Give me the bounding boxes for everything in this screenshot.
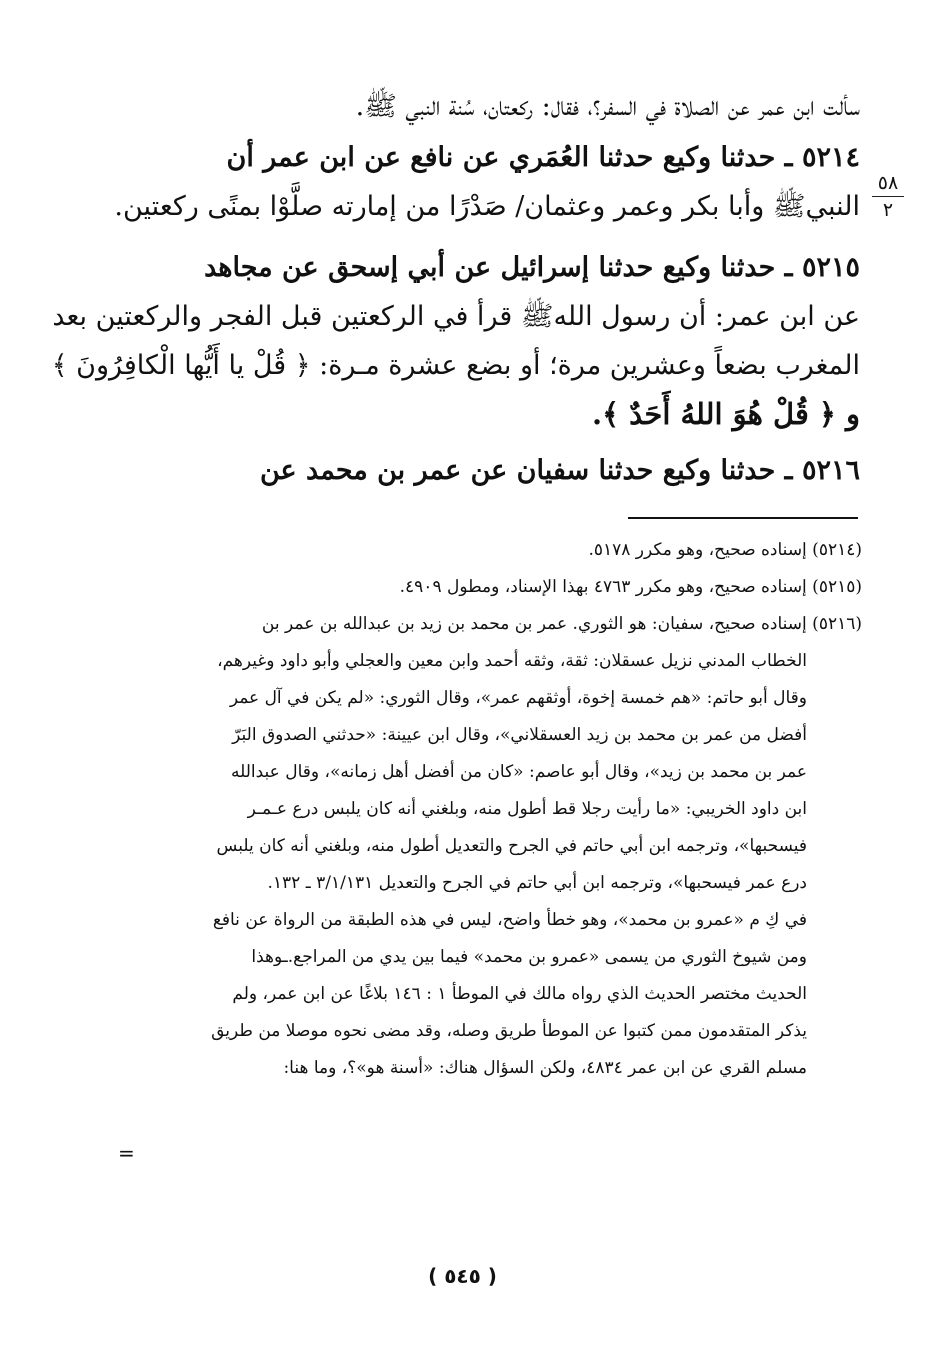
hadith-5215-line-4: و ﴿ قُلْ هُوَ اللهُ أَحَدٌ ﴾. — [591, 397, 860, 431]
footnote-5216-line-9: في كِ م «عمرو بن محمد»، وهو خطأ واضح، ليس في هذه الطبقة من الرواة عن نافع — [212, 910, 807, 930]
footnote-5216-line-10: ومن شيوخ الثوري من يسمى «عمرو بن محمد» فيما بين يدي من المراجع.ـوهذا — [251, 947, 807, 967]
footnote-5216-line-1: (٥٢١٦) إسناده صحيح، سفيان: هو الثوري. عمر بن محمد بن زيد بن عبدالله بن عمر بن — [261, 614, 862, 634]
text-line-1: سألت ابن عمر عن الصلاة في السفر؟، فقال: ركعتان، سُنة النبي ﷺ. — [355, 91, 860, 122]
footnote-5215: (٥٢١٥) إسناده صحيح، وهو مكرر ٤٧٦٣ بهذا الإسناد، ومطول ٤٩٠٩. — [399, 577, 862, 597]
hadith-5214 — [114, 133, 860, 231]
main-text-block — [150, 82, 860, 131]
footnote-5216-line-5: عمر بن محمد بن زيد»، وقال أبو عاصم: «كان من أفضل أهل زمانه»، وقال عبدالله — [230, 762, 807, 782]
footnote-5216-line-8: درع عمر فيسحبها»، وترجمه ابن أبي حاتم في الجرح والتعديل ٣/١/١٣١ ـ ١٣٢. — [267, 873, 807, 893]
hadith-5215-line-3: المغرب بضعاً وعشرين مرة؛ أو بضع عشرة مـرة: ﴿ قُلْ يا أَيُّها الْكافِرُونَ ﴾ — [51, 350, 860, 381]
footnote-separator — [628, 517, 858, 519]
hadith-5214-line-2: النبيﷺ وأبا بكر وعمر وعثمان/ صَدْرًا من إمارته صلَّوْا بمنًى ركعتين. — [114, 191, 860, 222]
hadith-5216-line-1: ٥٢١٦ ـ حدثنا وكيع حدثنا سفيان عن عمر بن محمد عن — [259, 455, 860, 486]
footnote-5216-line-2: الخطاب المدني نزيل عسقلان: ثقة، وثقه أحمد وابن معين والعجلي وأبو داود وغيرهم، — [217, 651, 807, 671]
hadith-5215 — [51, 243, 860, 439]
footnote-5216-line-3: وقال أبو حاتم: «هم خمسة إخوة، أوثقهم عمر»، وقال الثوري: «لم يكن في آل عمر — [229, 688, 807, 708]
footnote-5216-line-6: ابن داود الخريبي: «ما رأيت رجلا قط أطول منه، وبلغني أنه كان يلبس درع عـمـر — [247, 799, 807, 819]
footnote-5216-line-4: أفضل من عمر بن محمد بن زيد العسقلاني»، وقال ابن عيينة: «حدثني الصدوق البَرّ — [232, 725, 807, 745]
margin-ref-bottom: ٢ — [882, 199, 894, 221]
hadith-5216 — [150, 446, 860, 495]
footnotes — [150, 532, 862, 1087]
page-number: ( ٥٤٥ ) — [428, 1264, 497, 1288]
continuation-mark: = — [118, 1141, 135, 1165]
footnote-5216-line-11: الحديث مختصر الحديث الذي رواه مالك في الموطأ ١ : ١٤٦ بلاغًا عن ابن عمر، ولم — [232, 984, 807, 1004]
hadith-5215-line-1: ٥٢١٥ ـ حدثنا وكيع حدثنا إسرائيل عن أبي إسحق عن مجاهد — [204, 252, 860, 283]
footnote-5216-line-13: مسلم القري عن ابن عمر ٤٨٣٤، ولكن السؤال هناك: «أسنة هو»؟، وما هنا: — [283, 1058, 807, 1078]
margin-page-reference — [868, 172, 908, 221]
hadith-5215-line-2: عن ابن عمر: أن رسول اللهﷺ قرأ في الركعتين قبل الفجر والركعتين بعد — [52, 301, 860, 332]
margin-ref-divider — [872, 196, 904, 197]
margin-ref-top: ٥٨ — [877, 172, 899, 194]
footnote-5216-line-12: يذكر المتقدمون ممن كتبوا عن الموطأ طريق وصله، وقد مضى نحوه موصلا من طريق — [211, 1021, 807, 1041]
hadith-5214-line-1: ٥٢١٤ ـ حدثنا وكيع حدثنا العُمَري عن نافع عن ابن عمر أن — [226, 142, 860, 173]
footnote-5216-line-7: فيسحبها»، وترجمه ابن أبي حاتم في الجرح والتعديل أطول منه، وبلغني أنه كان يلبس — [216, 836, 807, 856]
footnote-5214: (٥٢١٤) إسناده صحيح، وهو مكرر ٥١٧٨. — [588, 540, 862, 560]
